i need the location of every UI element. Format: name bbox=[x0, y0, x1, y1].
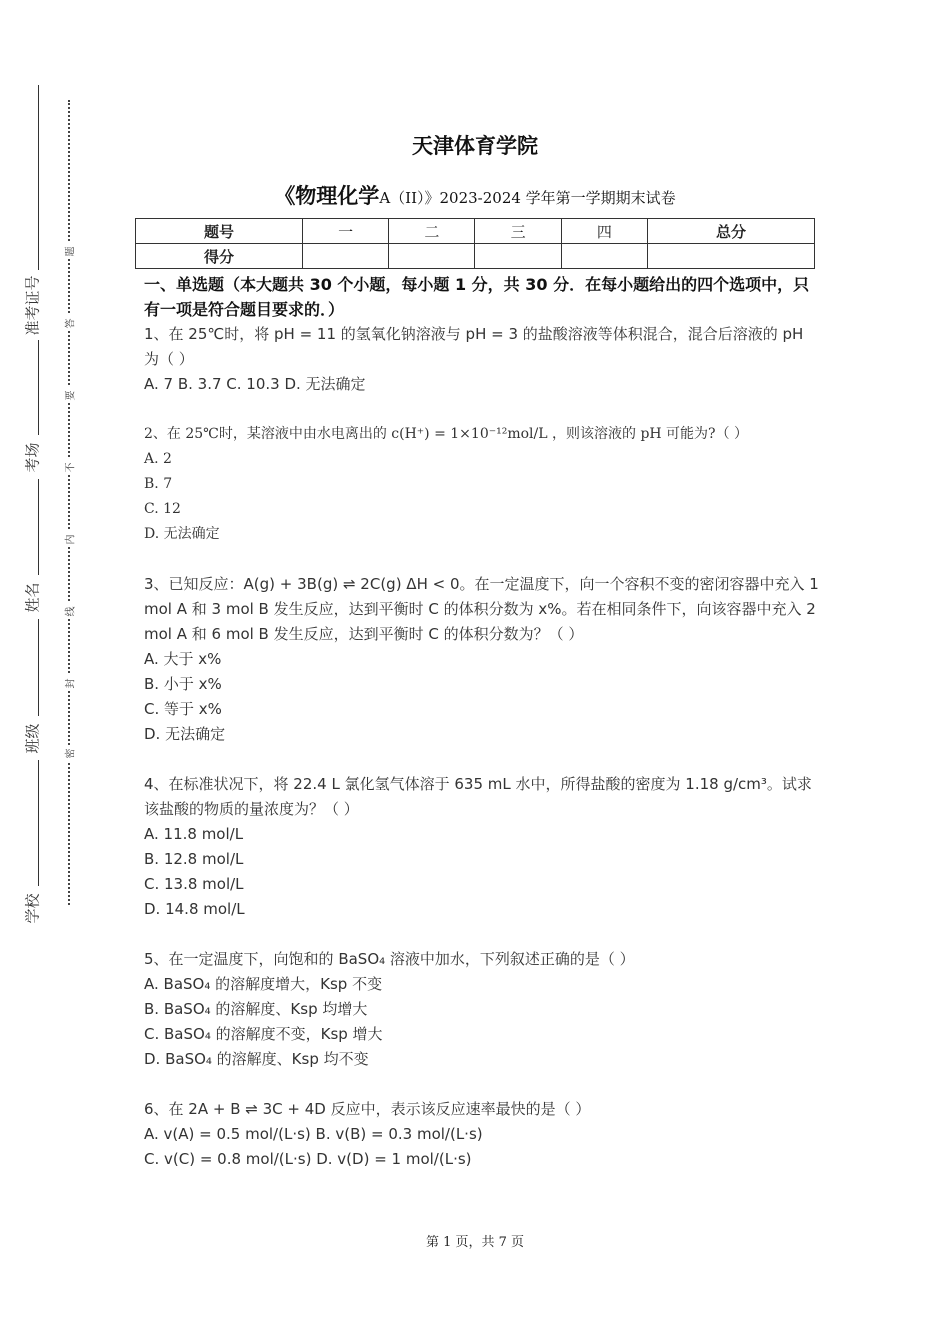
course-name: 《物理化学 bbox=[274, 184, 380, 208]
seal-char: 密 bbox=[62, 745, 76, 761]
score-cell bbox=[389, 244, 475, 269]
question-option: A. 大于 x% bbox=[144, 650, 222, 668]
question-2 bbox=[144, 422, 820, 547]
question-option: D. 无法确定 bbox=[144, 526, 220, 542]
score-header-cell: 总分 bbox=[647, 219, 814, 244]
seal-char: 封 bbox=[62, 675, 76, 691]
question-option: C. 12 bbox=[144, 501, 181, 517]
question-option: C. BaSO₄ 的溶解度不变，Ksp 增大 bbox=[144, 1025, 383, 1043]
question-option: D. BaSO₄ 的溶解度、Ksp 均不变 bbox=[144, 1050, 369, 1068]
question-stem: 1、在 25℃时，将 pH = 11 的氢氧化钠溶液与 pH = 3 的盐酸溶液等体积混合，混合后溶液的 pH 为（ ） bbox=[144, 325, 804, 368]
exam-id-label: 准考证号 bbox=[22, 270, 42, 340]
question-option: A. BaSO₄ 的溶解度增大，Ksp 不变 bbox=[144, 975, 383, 993]
score-table-header-row bbox=[136, 219, 815, 244]
score-cell bbox=[303, 244, 389, 269]
question-stem: 6、在 2A + B ⇌ 3C + 4D 反应中，表示该反应速率最快的是（ ） bbox=[144, 1100, 591, 1118]
score-header-cell: 三 bbox=[475, 219, 561, 244]
score-header-cell: 题号 bbox=[136, 219, 303, 244]
question-stem: 2、在 25℃时，某溶液中由水电离出的 c(H⁺) = 1×10⁻¹²mol/L ，则该溶液的 pH 可能为?（ ） bbox=[144, 426, 749, 442]
exam-subtitle bbox=[0, 180, 950, 210]
question-option: D. 无法确定 bbox=[144, 725, 226, 743]
question-option: A. v(A) = 0.5 mol/(L·s) B. v(B) = 0.3 mol/(L·s) bbox=[144, 1125, 483, 1143]
score-table bbox=[135, 218, 815, 269]
score-table-score-row bbox=[136, 244, 815, 269]
score-cell bbox=[561, 244, 647, 269]
question-option: C. 等于 x% bbox=[144, 700, 222, 718]
seal-char: 不 bbox=[62, 459, 76, 475]
question-stem: 5、在一定温度下，向饱和的 BaSO₄ 溶液中加水，下列叙述正确的是（ ） bbox=[144, 950, 635, 968]
question-content bbox=[144, 272, 820, 1172]
question-option: C. 13.8 mol/L bbox=[144, 875, 244, 893]
question-6 bbox=[144, 1097, 820, 1172]
question-stem: 3、已知反应：A(g) + 3B(g) ⇌ 2C(g) ΔH < 0。在一定温度下，向一个容积不变的密闭容器中充入 1 mol A 和 3 mol B 发生反应，达到平衡时 C 的体积分数为 x%。若在相同条件下，向该容器中充入 2 mol A 和 6 mol B 发生反应，达到平衡时 C 的体积分数为？（ ） bbox=[144, 575, 819, 643]
score-cell bbox=[475, 244, 561, 269]
score-header-cell: 二 bbox=[389, 219, 475, 244]
question-option: A. 2 bbox=[144, 451, 172, 467]
score-header-cell: 四 bbox=[561, 219, 647, 244]
school-label: 学校 bbox=[22, 886, 42, 930]
class-label: 班级 bbox=[22, 716, 42, 760]
section-title: 一、单选题（本大题共 30 个小题，每小题 1 分，共 30 分．在每小题给出的四个选项中，只有一项是符合题目要求的．） bbox=[144, 275, 810, 319]
student-name-label: 姓名 bbox=[22, 575, 42, 619]
question-option: C. v(C) = 0.8 mol/(L·s) D. v(D) = 1 mol/(L·s) bbox=[144, 1150, 472, 1168]
score-header-cell: 一 bbox=[303, 219, 389, 244]
exam-room-label: 考场 bbox=[22, 435, 42, 479]
seal-char: 答 bbox=[62, 315, 76, 331]
question-5 bbox=[144, 947, 820, 1072]
school-title: 天津体育学院 bbox=[412, 134, 538, 158]
score-cell bbox=[647, 244, 814, 269]
exam-term: A（II）》2023-2024 学年第一学期期末试卷 bbox=[379, 189, 676, 207]
seal-char: 要 bbox=[62, 387, 76, 403]
seal-char: 线 bbox=[62, 603, 76, 619]
question-1 bbox=[144, 322, 820, 397]
seal-char: 题 bbox=[62, 243, 76, 259]
score-row-label: 得分 bbox=[136, 244, 303, 269]
question-option: D. 14.8 mol/L bbox=[144, 900, 245, 918]
question-stem: 4、在标准状况下，将 22.4 L 氯化氢气体溶于 635 mL 水中，所得盐酸的密度为 1.18 g/cm³。试求该盐酸的物质的量浓度为？（ ） bbox=[144, 775, 812, 818]
question-option: A. 11.8 mol/L bbox=[144, 825, 244, 843]
seal-dotted-line bbox=[68, 100, 70, 905]
question-option: B. BaSO₄ 的溶解度、Ksp 均增大 bbox=[144, 1000, 368, 1018]
question-option: B. 7 bbox=[144, 476, 173, 492]
question-3 bbox=[144, 572, 820, 747]
question-option: B. 12.8 mol/L bbox=[144, 850, 244, 868]
question-4 bbox=[144, 772, 820, 922]
page-footer: 第 1 页，共 7 页 bbox=[425, 1235, 525, 1250]
question-option: A. 7 B. 3.7 C. 10.3 D. 无法确定 bbox=[144, 375, 366, 393]
seal-char: 内 bbox=[62, 531, 76, 547]
question-option: B. 小于 x% bbox=[144, 675, 222, 693]
